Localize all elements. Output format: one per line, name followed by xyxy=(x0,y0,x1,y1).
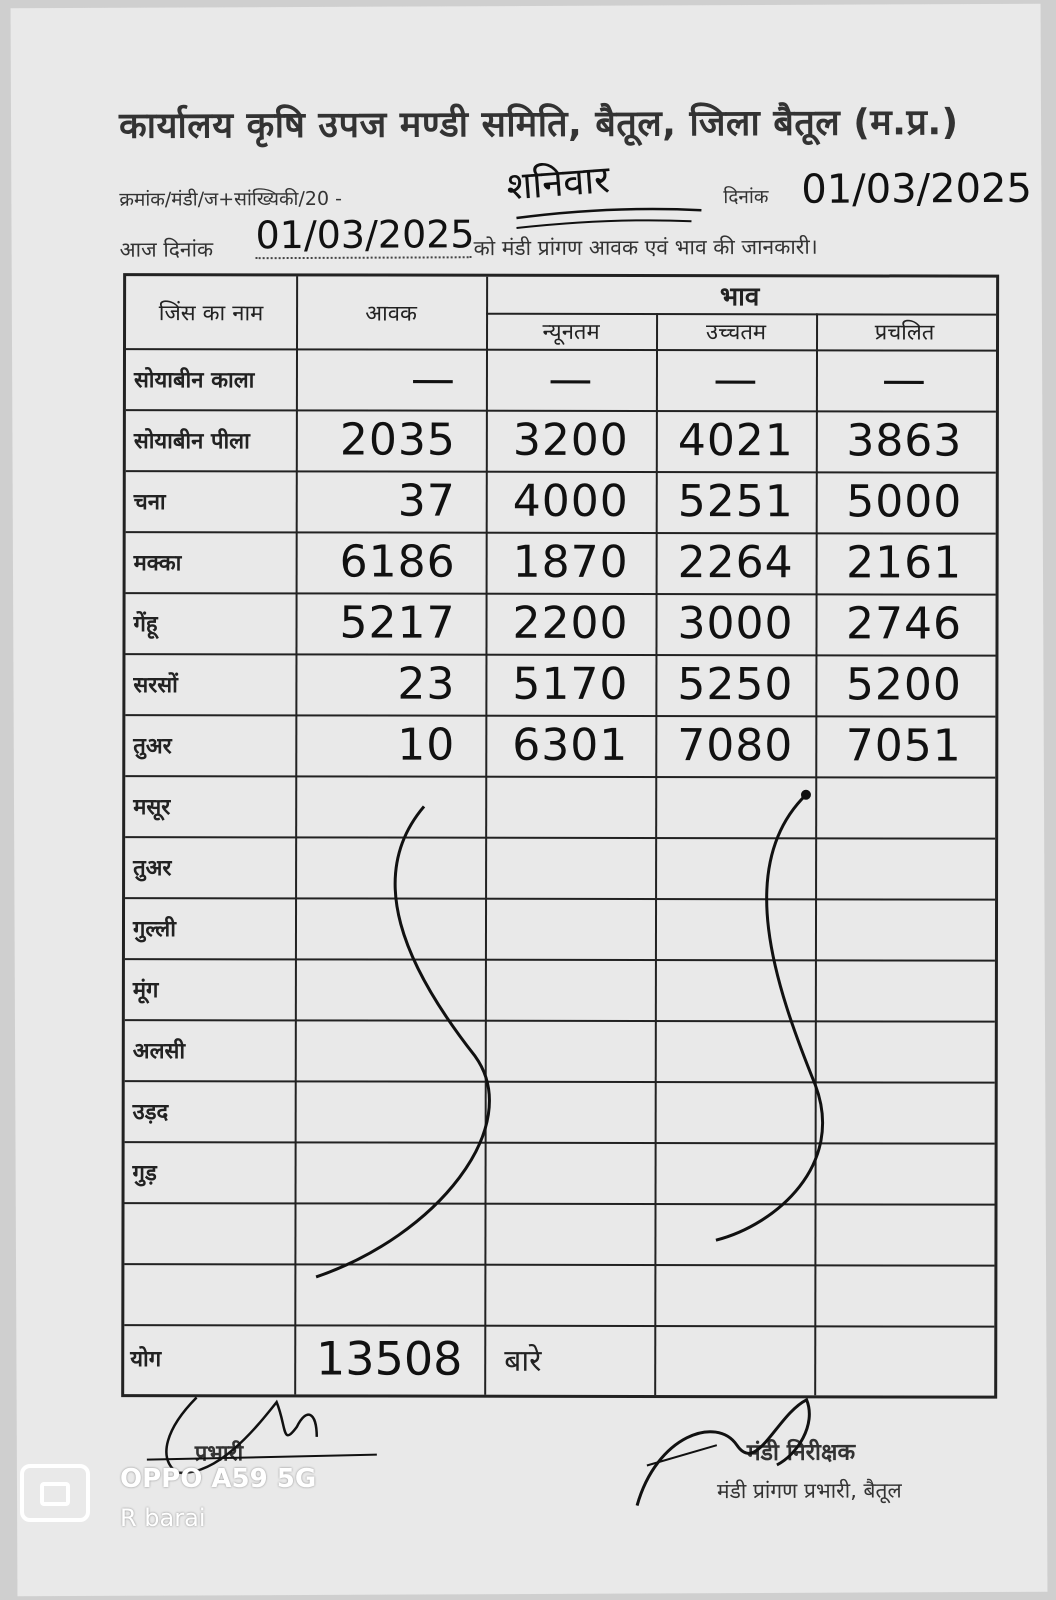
commodity-name-cell: मूंग xyxy=(132,977,159,1003)
commodity-name-cell: सरसों xyxy=(133,672,178,698)
table-cell-modal: 5000 xyxy=(846,476,963,528)
reference-number: क्रमांक/मंडी/ज+सांख्यिकी/20 - xyxy=(119,187,342,211)
table-cell-max: 7080 xyxy=(677,720,794,772)
left-signature-underline xyxy=(147,1455,377,1460)
col-header-arrival: आवक xyxy=(365,301,417,327)
table-cell-min: 1870 xyxy=(512,536,629,588)
table-cell-arrival: — xyxy=(410,353,456,405)
today-suffix: को मंडी प्रांगण आवक एवं भाव की जानकारी। xyxy=(473,234,818,261)
commodity-name-cell: गेंहू xyxy=(133,611,158,637)
office-title: कार्यालय कृषि उपज मण्डी समिति, बैतूल, जिला बैतूल (म.प्र.) xyxy=(118,102,959,147)
document-sheet xyxy=(11,4,1048,1596)
table-cell-modal: 5200 xyxy=(845,659,962,711)
strike-curve-left xyxy=(314,806,490,1277)
table-cell-min: 2200 xyxy=(512,597,629,649)
table-cell-min: — xyxy=(548,353,594,405)
table-cell-arrival: 37 xyxy=(397,475,456,527)
table-cell-min: 6301 xyxy=(512,719,629,771)
commodity-name-cell: अलसी xyxy=(132,1038,186,1064)
total-label: योग xyxy=(130,1347,162,1373)
table-cell-modal: 7051 xyxy=(845,720,962,772)
table-cell-modal: — xyxy=(881,354,927,406)
total-note: बारे xyxy=(504,1343,542,1379)
commodity-name-cell: गुड़ xyxy=(132,1160,157,1186)
col-header-commodity: जिंस का नाम xyxy=(158,301,264,327)
table-cell-arrival: 10 xyxy=(397,719,456,771)
table-cell-min: 4000 xyxy=(512,475,629,527)
commodity-name-cell: तुअर xyxy=(133,733,172,759)
table-cell-arrival: 6186 xyxy=(339,536,456,588)
table-cell-modal: 2161 xyxy=(846,537,963,589)
camera-logo-icon xyxy=(20,1464,90,1522)
commodity-name-cell: गुल्ली xyxy=(132,916,176,942)
table-cell-max: 4021 xyxy=(677,415,794,467)
table-cell-max: 3000 xyxy=(677,598,794,650)
total-arrival-value: 13508 xyxy=(316,1331,463,1386)
right-signature-stroke xyxy=(647,1445,717,1465)
right-signatory-subtitle: मंडी प्रांगण प्रभारी, बैतूल xyxy=(716,1478,902,1504)
weekday-underline-2 xyxy=(516,220,691,228)
table-cell-modal: 3863 xyxy=(846,415,963,467)
table-cell-max: 5250 xyxy=(677,659,794,711)
right-signature xyxy=(637,1400,810,1506)
date-handwritten: 01/03/2025 xyxy=(801,165,1032,213)
col-header-modal: प्रचलित xyxy=(874,320,935,346)
table-cell-min: 5170 xyxy=(512,658,629,710)
strike-dot xyxy=(801,790,811,800)
signature-strokes xyxy=(11,4,1048,1596)
table-cell-arrival: 23 xyxy=(397,658,456,710)
table-cell-arrival: 5217 xyxy=(339,597,456,649)
weekday-underline xyxy=(516,209,701,218)
col-header-min: न्यूनतम xyxy=(542,319,600,345)
table-cell-max: 5251 xyxy=(677,476,794,528)
strike-curve-right xyxy=(714,795,823,1240)
table-cell-min: 3200 xyxy=(512,414,629,466)
col-header-max: उच्चतम xyxy=(705,320,767,346)
watermark-model: OPPO A59 5G xyxy=(120,1464,317,1494)
today-prefix: आज दिनांक xyxy=(119,237,214,262)
camera-watermark xyxy=(20,1460,420,1540)
weekday-handwritten: शनिवार xyxy=(504,157,612,209)
commodity-name-cell: चना xyxy=(133,489,166,515)
col-header-price: भाव xyxy=(719,282,760,313)
commodity-name-cell: मसूर xyxy=(133,794,171,820)
table-cell-modal: 2746 xyxy=(845,598,963,650)
commodity-name-cell: मक्का xyxy=(133,550,182,576)
commodity-name-cell: सोयाबीन काला xyxy=(133,367,255,393)
watermark-user: R barai xyxy=(120,1504,206,1532)
commodity-name-cell: तुअर xyxy=(133,855,172,881)
table-cell-max: 2264 xyxy=(677,537,794,589)
commodity-name-cell: उड़द xyxy=(132,1099,169,1125)
table-cell-max: — xyxy=(713,354,759,406)
table-cell-arrival: 2035 xyxy=(339,414,456,466)
today-date-handwritten: 01/03/2025 xyxy=(255,212,475,258)
left-signatory-title: प्रभारी xyxy=(194,1441,244,1467)
commodity-name-cell: सोयाबीन पीला xyxy=(133,428,250,454)
right-signatory-title: मंडी निरीक्षक xyxy=(746,1439,856,1467)
date-label: दिनांक xyxy=(723,185,769,209)
